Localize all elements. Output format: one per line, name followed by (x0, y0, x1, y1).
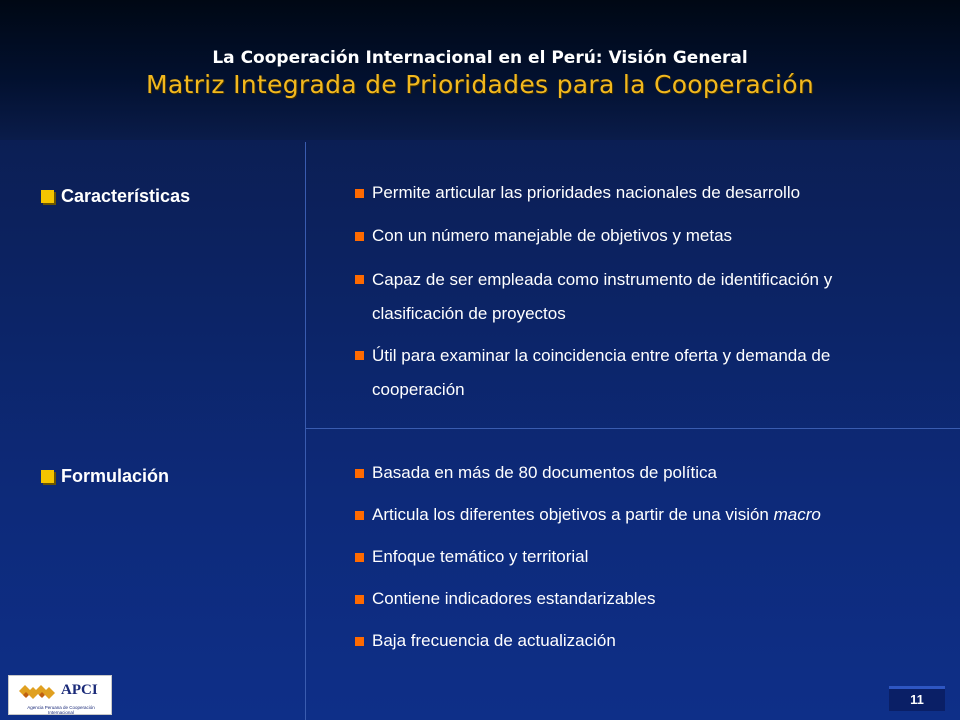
apci-logo-mark-icon (17, 681, 57, 703)
formulacion-list (355, 457, 925, 657)
list-item: Articula los diferentes objetivos a partir de una visión macro (355, 499, 925, 531)
section-label-formulacion (41, 466, 169, 487)
slide-supertitle: La Cooperación Internacional en el Perú: Visión General (212, 48, 748, 68)
section-label-text: Características (61, 186, 191, 206)
list-item: Basada en más de 80 documentos de política (355, 457, 925, 489)
section-label-text: Formulación (61, 466, 170, 486)
logo-text: APCI (61, 682, 98, 698)
list-item: Capaz de ser empleada como instrumento de identificación y clasificación de proyectos (355, 263, 872, 331)
list-item: Útil para examinar la coincidencia entre oferta y demanda de cooperación (355, 339, 872, 407)
list-item: Con un número manejable de objetivos y metas (355, 220, 925, 252)
list-item: Permite articular las prioridades nacionales de desarrollo (355, 177, 925, 209)
apci-logo (8, 675, 112, 715)
list-item: Baja frecuencia de actualización (355, 625, 925, 657)
square-bullet-icon (41, 470, 54, 483)
square-bullet-icon (41, 190, 54, 203)
section-label-caracteristicas (41, 186, 190, 207)
caracteristicas-list (355, 177, 925, 407)
list-item: Contiene indicadores estandarizables (355, 583, 925, 615)
emphasis-text: macro (773, 505, 821, 524)
slide-title: Matriz Integrada de Prioridades para la Cooperación (146, 70, 814, 99)
horizontal-divider (306, 428, 960, 429)
vertical-divider (305, 142, 306, 720)
list-item: Enfoque temático y territorial (355, 541, 925, 573)
page-number: 11 (889, 686, 945, 711)
slide-header (0, 0, 960, 140)
logo-subtext: Agencia Peruana de Cooperación Internacional (27, 705, 95, 715)
